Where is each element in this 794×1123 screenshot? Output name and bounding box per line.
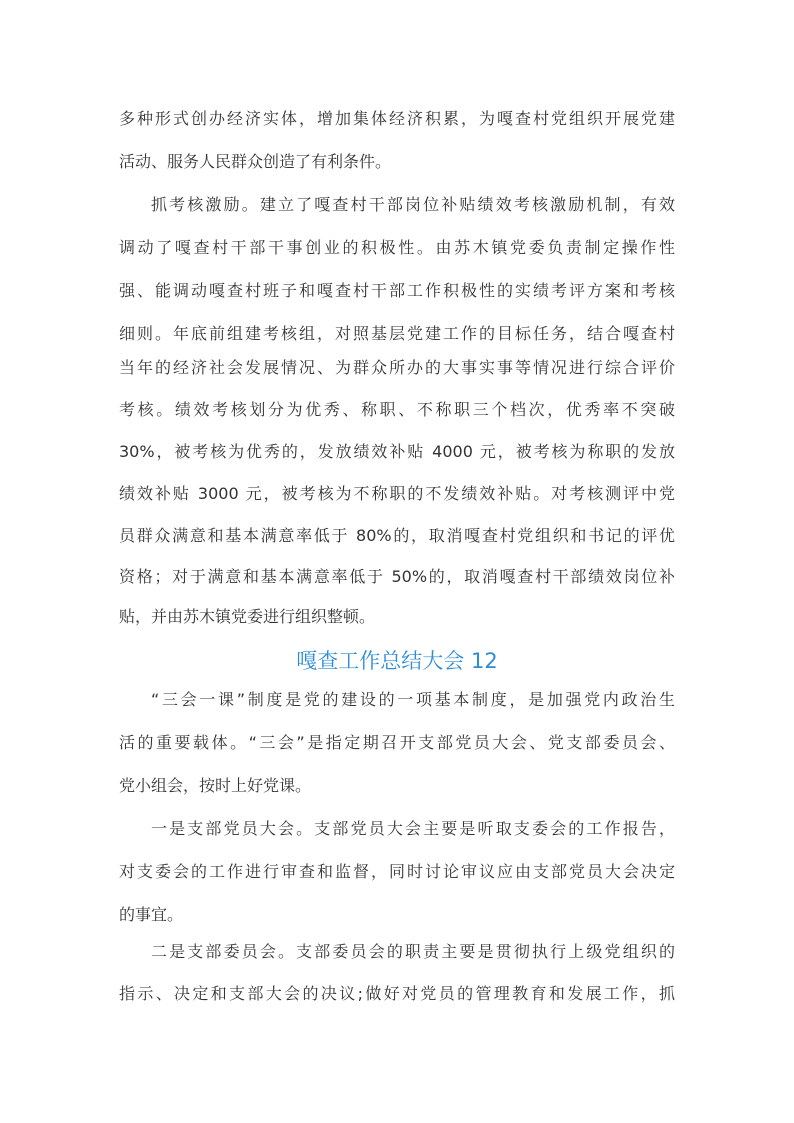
- paragraph-line: 绩效补贴 3000 元，被考核为不称职的不发绩效补贴。对考核测评中党: [119, 484, 675, 503]
- paragraph-line: 员群众满意和基本满意率低于 80%的，取消嘎查村党组织和书记的评优: [119, 526, 675, 545]
- paragraph-line: 一是支部党员大会。支部党员大会主要是听取支委会的工作报告，: [151, 819, 675, 838]
- paragraph-line: 当年的经济社会发展情况、为群众所办的大事实事等情况进行综合评价: [119, 358, 675, 377]
- paragraph-line: 资格；对于满意和基本满意率低于 50%的，取消嘎查村干部绩效岗位补: [119, 567, 675, 586]
- paragraph-line: 对支委会的工作进行审查和监督，同时讨论审议应由支部党员大会决定: [119, 862, 675, 881]
- paragraph-line: 贴，并由苏木镇党委进行组织整顿。: [119, 607, 376, 626]
- paragraph-line: 强、能调动嘎查村班子和嘎查村干部工作积极性的实绩考评方案和考核: [119, 281, 675, 300]
- paragraph-line: 考核。绩效考核划分为优秀、称职、不称职三个档次，优秀率不突破: [119, 400, 675, 419]
- paragraph-line: 30%，被考核为优秀的，发放绩效补贴 4000 元，被考核为称职的发放: [119, 442, 675, 461]
- paragraph-line: 的事宜。: [119, 905, 184, 924]
- section-heading: 嘎查工作总结大会 12: [296, 649, 498, 673]
- paragraph-line: 党小组会，按时上好党课。: [119, 776, 312, 795]
- paragraph-line: 活的重要载体。“三会”是指定期召开支部党员大会、党支部委员会、: [119, 733, 675, 752]
- paragraph-line: 活动、服务人民群众创造了有利条件。: [119, 152, 392, 171]
- paragraph-line: “三会一课”制度是党的建设的一项基本制度，是加强党内政治生: [151, 690, 675, 709]
- paragraph-line: 细则。年底前组建考核组，对照基层党建工作的目标任务，结合嘎查村: [119, 324, 675, 343]
- paragraph-line: 指示、决定和支部大会的决议;做好对党员的管理教育和发展工作，抓: [119, 984, 675, 1003]
- paragraph-line: 多种形式创办经济实体，增加集体经济积累，为嘎查村党组织开展党建: [119, 109, 675, 128]
- paragraph-line: 调动了嘎查村干部干事创业的积极性。由苏木镇党委负责制定操作性: [119, 238, 675, 257]
- paragraph-line: 抓考核激励。建立了嘎查村干部岗位补贴绩效考核激励机制，有效: [151, 195, 675, 214]
- paragraph-line: 二是支部委员会。支部委员会的职责主要是贯彻执行上级党组织的: [151, 942, 675, 961]
